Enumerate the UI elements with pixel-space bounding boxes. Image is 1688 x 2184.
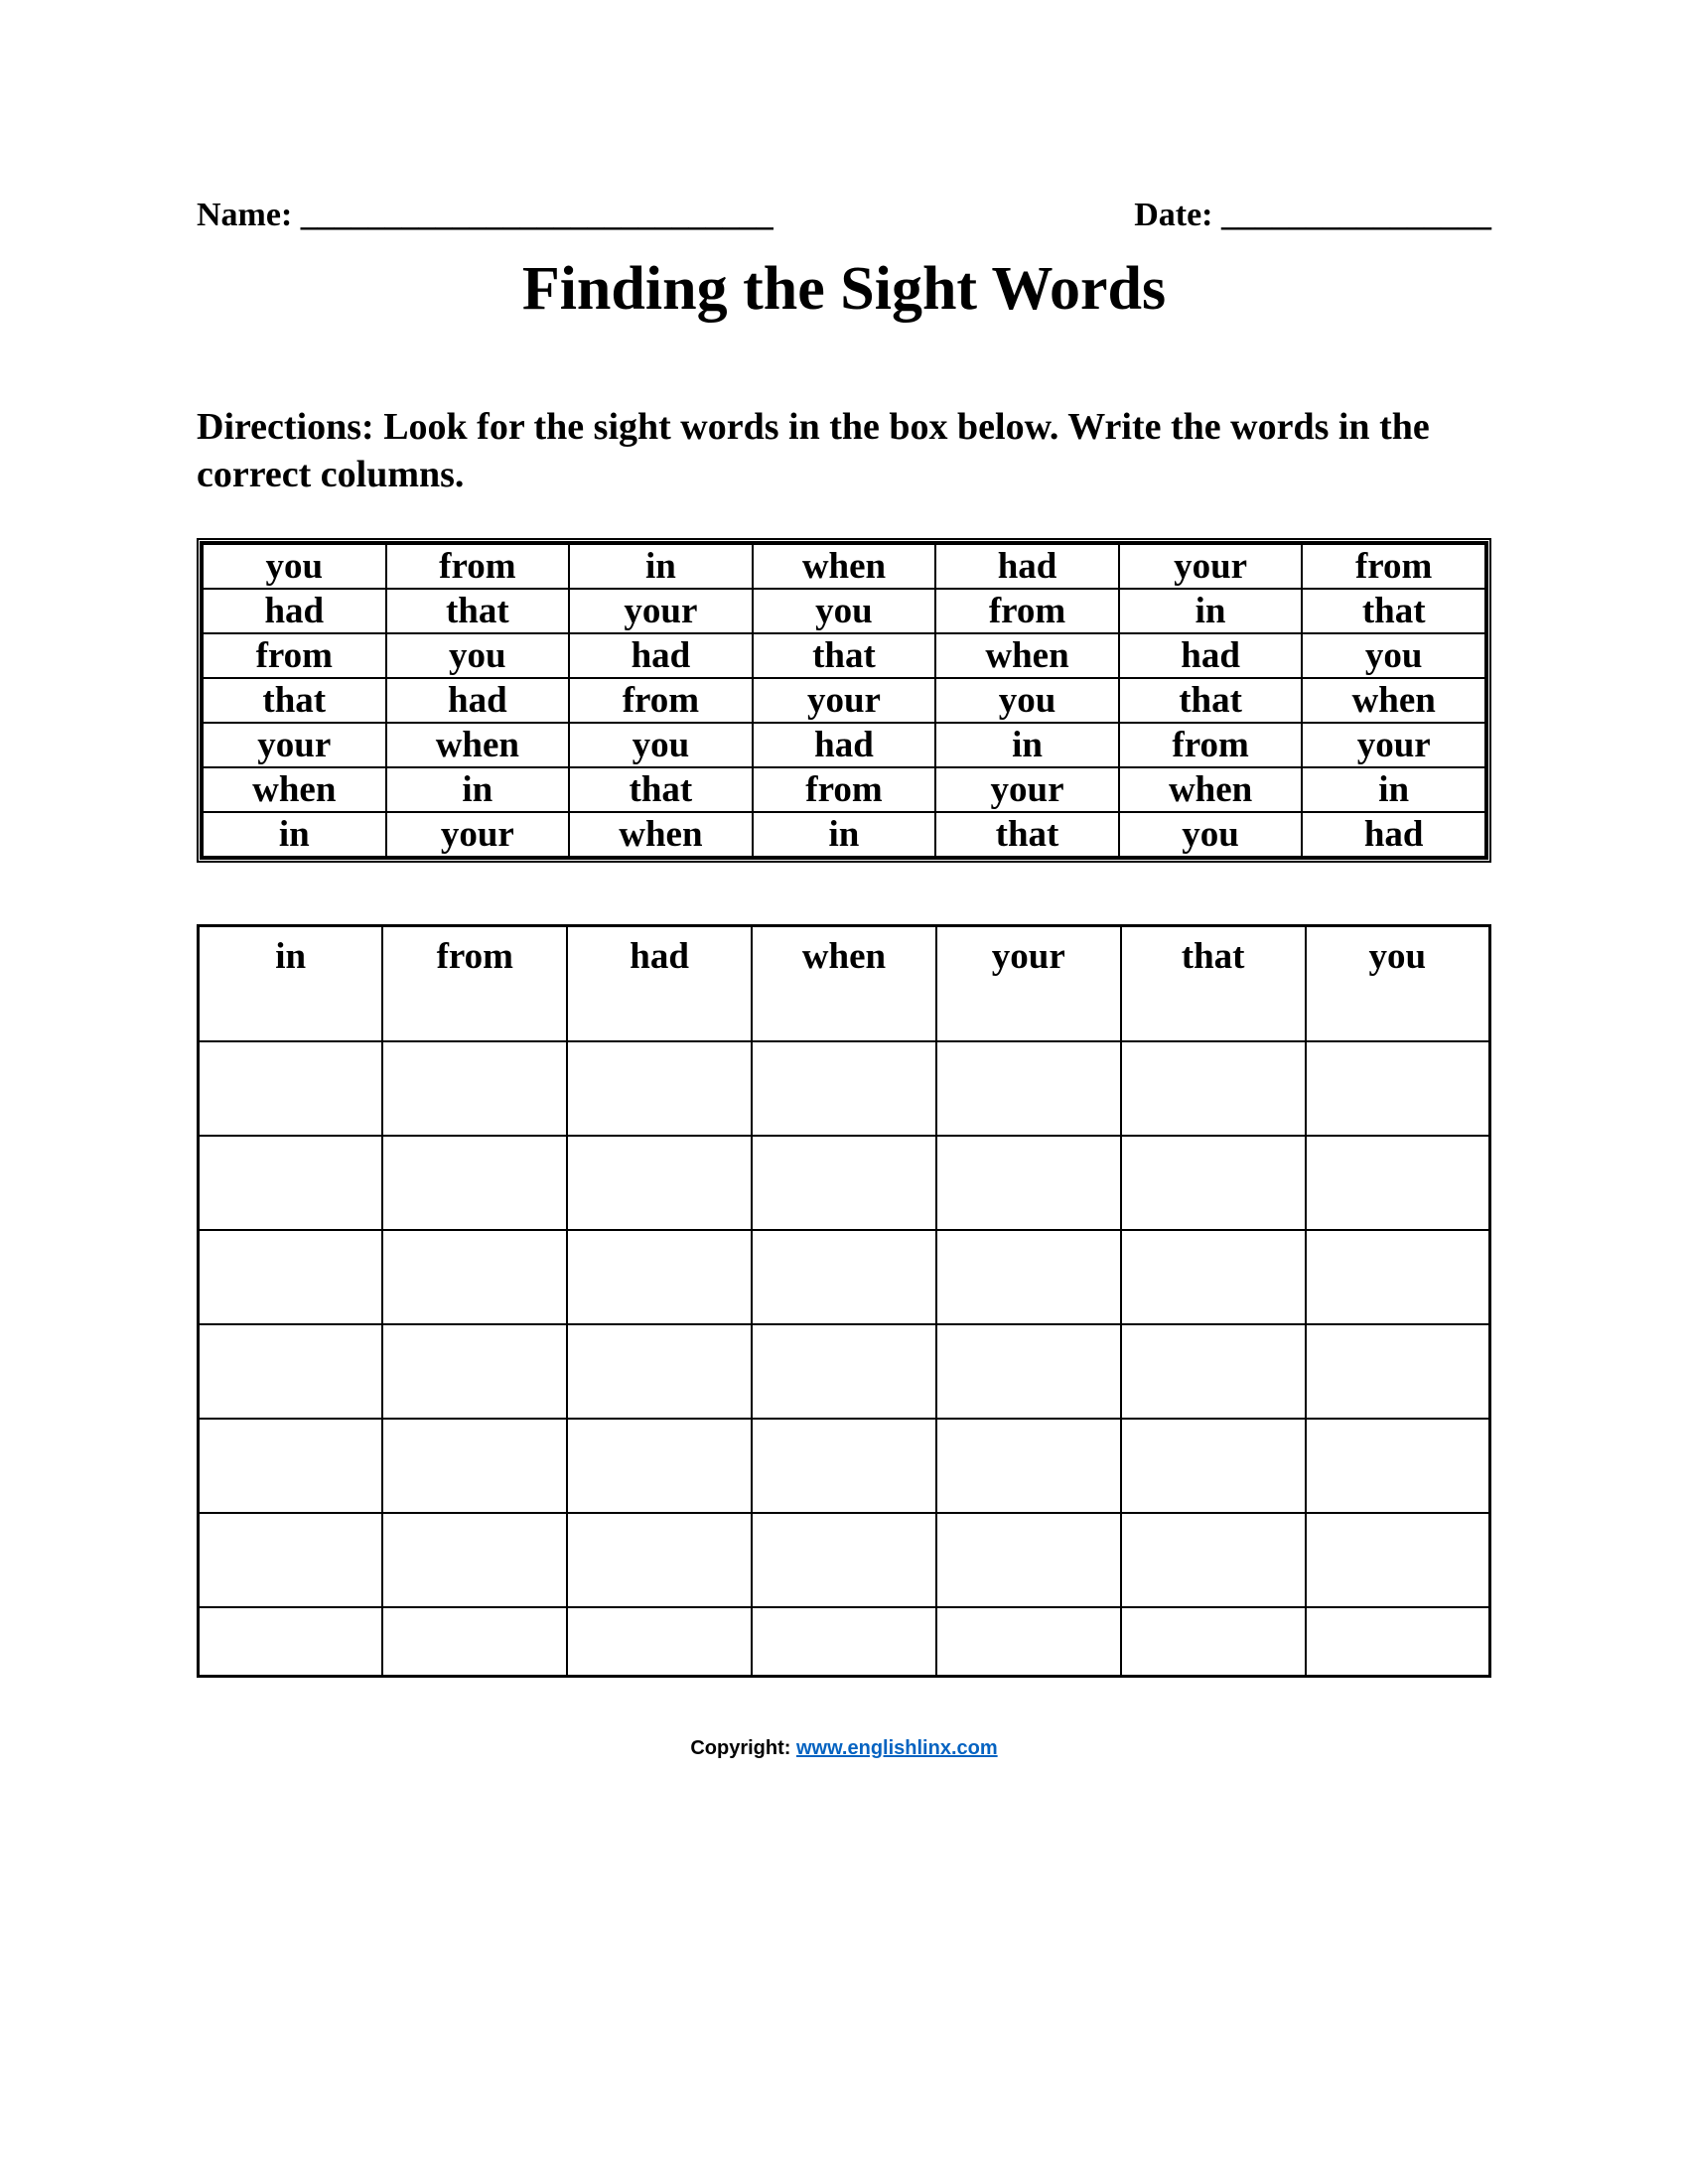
word-box-cell: in [569,544,753,589]
answer-write-in-cell[interactable] [752,1136,936,1230]
copyright-label: Copyright: [690,1737,791,1760]
copyright-link[interactable]: www.englishlinx.com [796,1737,998,1760]
name-label: Name: [197,197,293,233]
answer-write-in-cell[interactable] [567,1607,752,1677]
answer-write-in-cell[interactable] [752,1324,936,1419]
word-box-cell: when [203,767,386,812]
answer-write-in-cell[interactable] [382,1230,567,1324]
answer-write-in-cell[interactable] [382,1513,567,1607]
word-box-row [203,633,1485,678]
word-box-cell: your [569,589,753,633]
answer-write-in-cell[interactable] [382,1136,567,1230]
word-box-cell: your [386,812,570,857]
word-box-cell: your [203,723,386,767]
answer-column-header: you [1306,926,1490,1041]
date-blank-line[interactable]: ________________ [1221,197,1491,233]
word-box-cell: from [1302,544,1485,589]
answer-write-in-cell[interactable] [567,1324,752,1419]
answer-write-in-cell[interactable] [752,1607,936,1677]
word-box-row [203,589,1485,633]
word-box-cell: your [935,767,1119,812]
answer-write-in-cell[interactable] [199,1136,383,1230]
answer-write-in-cell[interactable] [936,1607,1121,1677]
answer-write-in-cell[interactable] [936,1324,1121,1419]
answer-column-header: from [382,926,567,1041]
answer-write-in-cell[interactable] [567,1041,752,1136]
answer-write-in-cell[interactable] [1306,1607,1490,1677]
answer-write-in-cell[interactable] [752,1230,936,1324]
answer-write-in-cell[interactable] [936,1136,1121,1230]
sight-words-box [197,538,1491,863]
word-box-cell: when [1119,767,1303,812]
word-box-cell: in [203,812,386,857]
word-box-cell: that [1302,589,1485,633]
name-group [197,197,774,234]
date-group [1134,197,1491,234]
answer-column-header: in [199,926,383,1041]
answer-write-in-cell[interactable] [752,1513,936,1607]
answer-table-body [199,926,1490,1677]
answer-write-in-cell[interactable] [199,1324,383,1419]
answer-write-in-cell[interactable] [199,1607,383,1677]
word-box-cell: you [569,723,753,767]
word-box-cell: you [386,633,570,678]
answer-column-header: that [1121,926,1306,1041]
answer-write-in-cell[interactable] [382,1419,567,1513]
page-title: Finding the Sight Words [521,255,1167,323]
answer-write-in-cell[interactable] [936,1419,1121,1513]
word-box-cell: in [753,812,936,857]
answer-write-in-cell[interactable] [1306,1136,1490,1230]
word-box-cell: your [1119,544,1303,589]
word-box-row [203,678,1485,723]
word-box-cell: from [203,633,386,678]
answer-write-in-cell[interactable] [1121,1513,1306,1607]
word-box-cell: when [935,633,1119,678]
word-box-row [203,767,1485,812]
word-box-cell: in [386,767,570,812]
word-box-cell: when [386,723,570,767]
answer-column-header: when [752,926,936,1041]
word-box-cell: your [1302,723,1485,767]
word-box-cell: you [1302,633,1485,678]
answer-write-in-cell[interactable] [1121,1136,1306,1230]
answer-empty-row [199,1041,1490,1136]
word-box-cell: your [753,678,936,723]
answer-write-in-cell[interactable] [382,1607,567,1677]
word-box-cell: from [386,544,570,589]
word-box-cell: in [1119,589,1303,633]
answer-column-header: your [936,926,1121,1041]
word-box-cell: from [935,589,1119,633]
directions-text: Directions: Look for the sight words in the box below. Write the words in the correct columns. [197,406,1430,495]
answer-write-in-cell[interactable] [936,1041,1121,1136]
word-box-row [203,544,1485,589]
word-box-cell: from [753,767,936,812]
word-box-cell: that [753,633,936,678]
answer-write-in-cell[interactable] [1306,1419,1490,1513]
name-blank-line[interactable]: ____________________________ [300,197,774,233]
word-box-cell: in [935,723,1119,767]
name-date-row [197,197,1491,234]
word-box-cell: that [203,678,386,723]
sight-words-grid [203,544,1485,857]
word-box-cell: when [569,812,753,857]
word-box-cell: from [569,678,753,723]
answer-write-in-cell[interactable] [382,1324,567,1419]
answer-write-in-cell[interactable] [1306,1513,1490,1607]
word-box-cell: you [1119,812,1303,857]
answer-column-header: had [567,926,752,1041]
answer-empty-row [199,1324,1490,1419]
word-box-cell: from [1119,723,1303,767]
answer-write-in-cell[interactable] [567,1513,752,1607]
answer-write-in-cell[interactable] [1121,1230,1306,1324]
answer-empty-row [199,1607,1490,1677]
answer-empty-row [199,1136,1490,1230]
date-label: Date: [1134,197,1213,233]
word-box-cell: you [203,544,386,589]
answer-write-in-cell[interactable] [1121,1324,1306,1419]
answer-write-in-cell[interactable] [936,1513,1121,1607]
word-box-cell: when [1302,678,1485,723]
word-box-cell: you [753,589,936,633]
answer-write-in-cell[interactable] [199,1230,383,1324]
answer-write-in-cell[interactable] [199,1513,383,1607]
copyright-line [197,1737,1491,1760]
answer-empty-row [199,1419,1490,1513]
word-box-cell: had [203,589,386,633]
answer-table [197,924,1491,1678]
answer-write-in-cell[interactable] [1306,1324,1490,1419]
answer-write-in-cell[interactable] [567,1136,752,1230]
word-box-cell: had [1302,812,1485,857]
answer-write-in-cell[interactable] [1121,1041,1306,1136]
answer-write-in-cell[interactable] [567,1230,752,1324]
answer-write-in-cell[interactable] [199,1041,383,1136]
word-box-cell: that [569,767,753,812]
word-box-row [203,812,1485,857]
word-box-cell: when [753,544,936,589]
answer-write-in-cell[interactable] [382,1041,567,1136]
answer-write-in-cell[interactable] [752,1419,936,1513]
answer-write-in-cell[interactable] [1306,1041,1490,1136]
answer-write-in-cell[interactable] [199,1419,383,1513]
answer-write-in-cell[interactable] [1306,1230,1490,1324]
answer-write-in-cell[interactable] [936,1230,1121,1324]
word-box-cell: you [935,678,1119,723]
answer-write-in-cell[interactable] [1121,1419,1306,1513]
answer-write-in-cell[interactable] [752,1041,936,1136]
word-box-cell: had [569,633,753,678]
answer-empty-row [199,1513,1490,1607]
answer-write-in-cell[interactable] [567,1419,752,1513]
word-box-cell: that [1119,678,1303,723]
word-box-cell: had [386,678,570,723]
word-box-cell: that [935,812,1119,857]
answer-header-row [199,926,1490,1041]
word-box-row [203,723,1485,767]
word-box-cell: in [1302,767,1485,812]
word-box-cell: that [386,589,570,633]
word-box-cell: had [1119,633,1303,678]
answer-empty-row [199,1230,1490,1324]
word-box-cell: had [753,723,936,767]
answer-write-in-cell[interactable] [1121,1607,1306,1677]
word-box-cell: had [935,544,1119,589]
